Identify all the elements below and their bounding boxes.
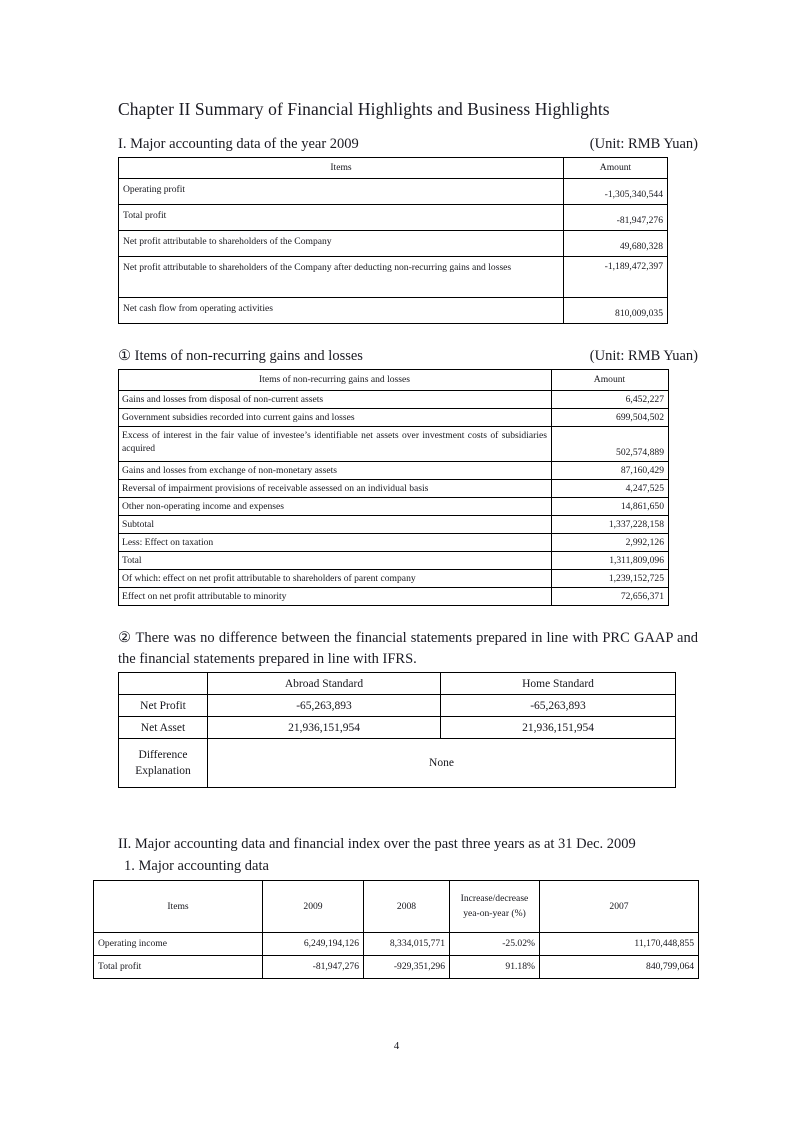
row-value-abroad: -65,263,893 [208,695,441,717]
spacer [118,606,698,628]
table-row [119,205,668,231]
row-value: 1,337,228,158 [552,516,669,534]
table-row [119,158,668,179]
row-label: Government subsidies recorded into current gains and losses [119,409,552,427]
row-value: -1,189,472,397 [564,257,668,298]
table-row [119,179,668,205]
table-row [119,588,669,606]
col-header-items: Items of non-recurring gains and losses [119,370,552,391]
row-value: 87,160,429 [552,462,669,480]
table-row [119,462,669,480]
row-label: Total profit [119,205,564,231]
row-label: Operating profit [119,179,564,205]
row-value-2009: 6,249,194,126 [263,932,364,955]
row-value: 502,574,889 [552,427,669,462]
page-number: 4 [393,1040,400,1052]
row-value: -1,305,340,544 [564,179,668,205]
row-value: 4,247,525 [552,480,669,498]
row-label: Net profit attributable to shareholders of the Company [119,231,564,257]
row-label: Excess of interest in the fair value of investee’s identifiable net assets over investment costs of subsidiaries acquired [119,427,552,462]
row-value-2007: 840,799,064 [540,955,699,978]
row-value-2008: 8,334,015,771 [364,932,450,955]
row-value: 699,504,502 [552,409,669,427]
row-label: Effect on net profit attributable to minority [119,588,552,606]
section-I-heading: I. Major accounting data of the year 2009 [118,136,359,152]
row-label: Other non-operating income and expenses [119,498,552,516]
row-label: Total [119,552,552,570]
chapter-title: Chapter II Summary of Financial Highlights and Business Highlights [118,99,610,119]
page-content [98,96,698,979]
row-value-2007: 11,170,448,855 [540,932,699,955]
row-value-home: 21,936,151,954 [441,717,676,739]
table-row [119,298,668,324]
col-header-blank [119,673,208,695]
table-row [119,534,669,552]
row-value-2008: -929,351,296 [364,955,450,978]
table-three-year-accounting-data [93,880,699,979]
table-row [119,257,668,298]
row-value: 49,680,328 [564,231,668,257]
row-value-abroad: 21,936,151,954 [208,717,441,739]
table-row [119,552,669,570]
row-value: 1,311,809,096 [552,552,669,570]
section-I-1-heading-row [118,346,698,366]
table-non-recurring-gains-losses [118,369,669,606]
table-row [119,516,669,534]
col-header-home-standard: Home Standard [441,673,676,695]
table-row [119,231,668,257]
col-header-abroad-standard: Abroad Standard [208,673,441,695]
row-label: Operating income [94,932,263,955]
table-standards-comparison [118,672,676,788]
row-value: -81,947,276 [564,205,668,231]
row-value: 2,992,126 [552,534,669,552]
col-header-2008: 2008 [364,880,450,932]
table-row [94,955,699,978]
table-row [119,695,676,717]
col-header-items: Items [94,880,263,932]
table-row [94,932,699,955]
difference-explanation-label: Difference Explanation [119,739,208,788]
row-label: Net Profit [119,695,208,717]
row-label: Reversal of impairment provisions of receivable assessed on an individual basis [119,480,552,498]
col-header-2009: 2009 [263,880,364,932]
table-row [119,739,676,788]
table-row [119,370,669,391]
row-value: 1,239,152,725 [552,570,669,588]
row-label: Gains and losses from disposal of non-current assets [119,391,552,409]
table-row [94,880,699,932]
row-label: Net profit attributable to shareholders of the Company after deducting non-recurring gains and losses [119,257,564,298]
difference-explanation-value: None [208,739,676,788]
table-row [119,391,669,409]
row-label: Net cash flow from operating activities [119,298,564,324]
row-label: Gains and losses from exchange of non-monetary assets [119,462,552,480]
col-header-amount: Amount [552,370,669,391]
table-row [119,717,676,739]
section-II-sub-heading: 1. Major accounting data [124,857,269,874]
row-value-home: -65,263,893 [441,695,676,717]
table-row [119,480,669,498]
table-row [119,427,669,462]
row-value: 810,009,035 [564,298,668,324]
section-I-heading-row [118,134,698,154]
spacer [118,324,698,346]
row-value-2009: -81,947,276 [263,955,364,978]
row-value: 72,656,371 [552,588,669,606]
row-label: Less: Effect on taxation [119,534,552,552]
table-row [119,498,669,516]
section-I-unit-note: (Unit: RMB Yuan) [589,136,698,152]
table-row [119,673,676,695]
section-I-1-unit-note: (Unit: RMB Yuan) [589,348,698,364]
section-I-1-heading: ① Items of non-recurring gains and losses [118,348,363,364]
section-I-2-paragraph: ② There was no difference between the financial statements prepared in line with PRC GAAP and the financial statements prepared in line with IFRS. [118,630,698,667]
row-value-change: 91.18% [450,955,540,978]
row-label: Subtotal [119,516,552,534]
table-major-accounting-data [118,157,668,324]
row-label: Total profit [94,955,263,978]
spacer [118,788,698,834]
row-value-change: -25.02% [450,932,540,955]
row-value: 14,861,650 [552,498,669,516]
col-header-amount: Amount [564,158,668,179]
col-header-increase-decrease: Increase/decrease yea-on-year (%) [450,880,540,932]
section-II-heading: II. Major accounting data and financial index over the past three years as at 31 Dec. 2009 [118,836,636,852]
col-header-2007: 2007 [540,880,699,932]
row-value: 6,452,227 [552,391,669,409]
table-row [119,409,669,427]
row-label: Of which: effect on net profit attributable to shareholders of parent company [119,570,552,588]
row-label: Net Asset [119,717,208,739]
col-header-items: Items [119,158,564,179]
table-row [119,570,669,588]
